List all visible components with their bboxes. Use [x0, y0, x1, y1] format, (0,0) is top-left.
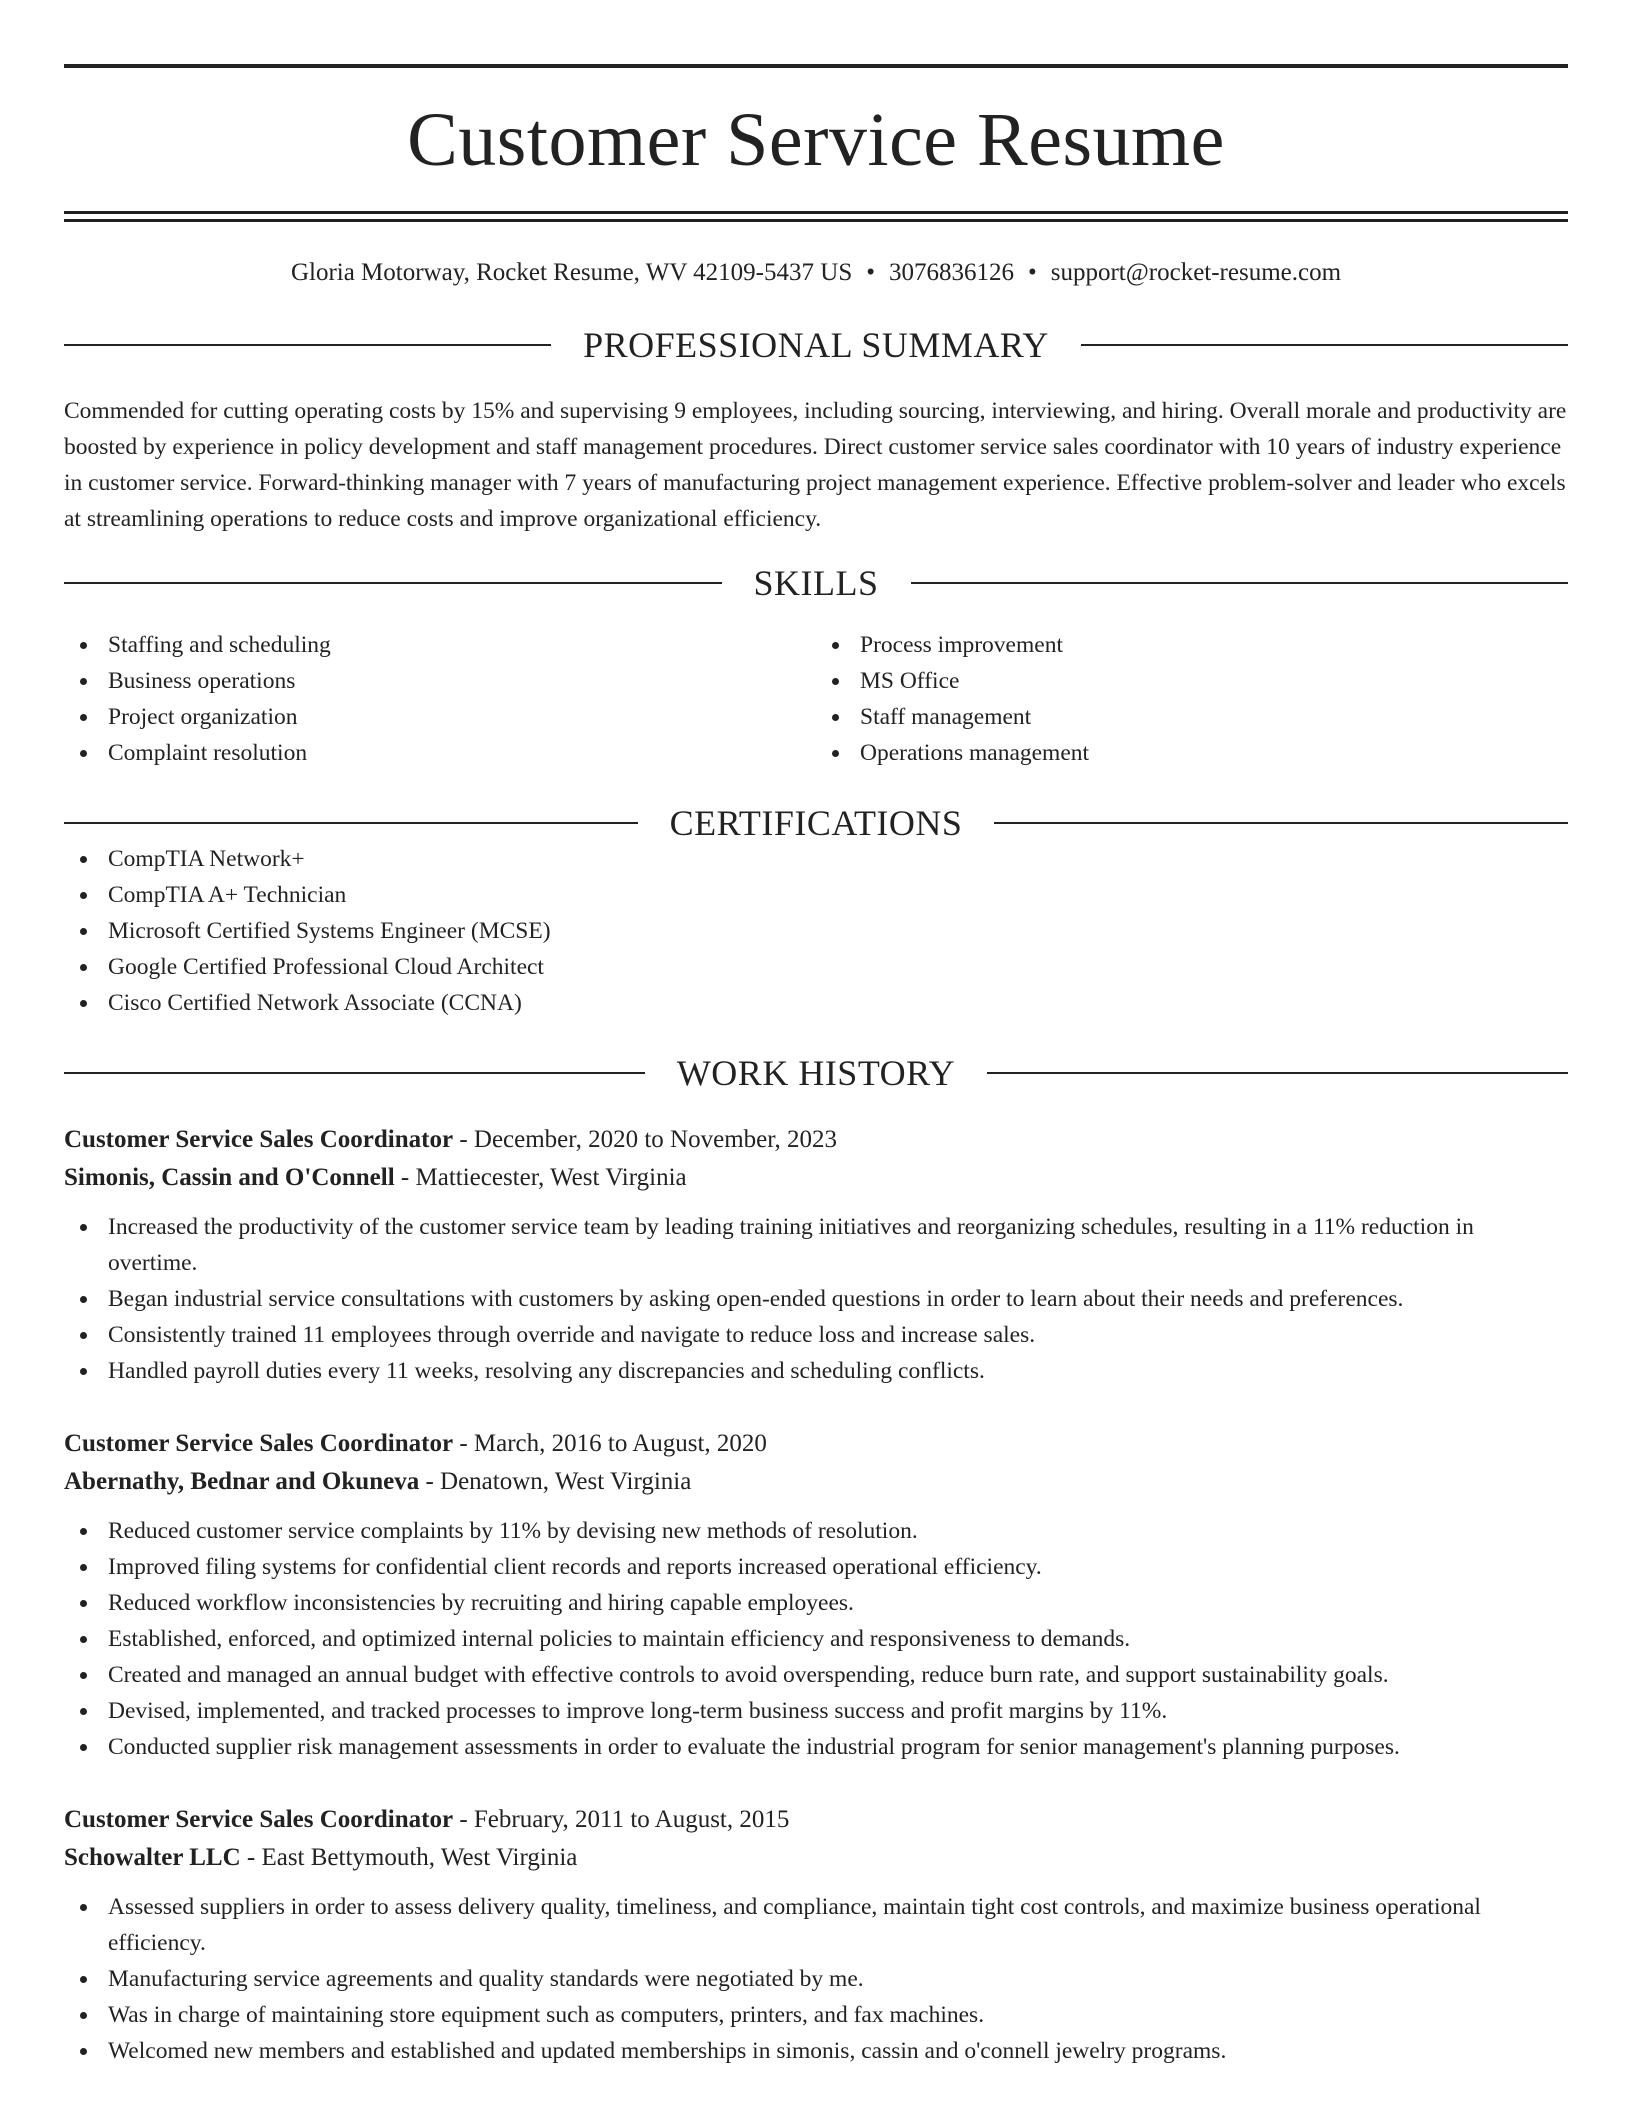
job-bullet: Established, enforced, and optimized internal policies to maintain efficiency and responsiveness to demands. — [64, 1621, 1568, 1657]
certification-item: Cisco Certified Network Associate (CCNA) — [64, 985, 1568, 1021]
divider-line — [987, 1072, 1568, 1074]
skill-item: Project organization — [64, 699, 816, 735]
title-double-rule — [64, 211, 1568, 222]
job-bullet: Manufacturing service agreements and quality standards were negotiated by me. — [64, 1961, 1568, 1997]
resume-page — [64, 64, 1568, 2069]
job-company: Simonis, Cassin and O'Connell — [64, 1164, 395, 1191]
job-bullet: Handled payroll duties every 11 weeks, resolving any discrepancies and scheduling conflicts. — [64, 1353, 1568, 1389]
contact-separator: • — [866, 259, 875, 286]
job-company-line — [64, 1839, 1568, 1877]
section-header-summary — [64, 327, 1568, 363]
resume-title: Customer Service Resume — [407, 98, 1225, 182]
job-location: - East Bettymouth, West Virginia — [240, 1844, 578, 1871]
certification-item: Google Certified Professional Cloud Architect — [64, 949, 1568, 985]
job-dates: - February, 2011 to August, 2015 — [453, 1806, 790, 1833]
job-bullet: Welcomed new members and established and updated memberships in simonis, cassin and o'connell jewelry programs. — [64, 2033, 1568, 2069]
job-title-line — [64, 1425, 1568, 1463]
divider-line — [911, 582, 1569, 584]
section-header-skills — [64, 565, 1568, 601]
job-title-line — [64, 1121, 1568, 1159]
job-company-line — [64, 1463, 1568, 1501]
job-bullet: Reduced workflow inconsistencies by recruiting and hiring capable employees. — [64, 1585, 1568, 1621]
job-title: Customer Service Sales Coordinator — [64, 1430, 454, 1457]
contact-phone: 3076836126 — [888, 259, 1014, 286]
job-bullet: Increased the productivity of the customer service team by leading training initiatives and reorganizing schedules, resulting in a 11% reduction in overtime. — [64, 1209, 1568, 1281]
job-company-line — [64, 1159, 1568, 1197]
job-company: Abernathy, Bednar and Okuneva — [64, 1468, 420, 1495]
divider-line — [64, 582, 722, 584]
section-header-certifications — [64, 805, 1568, 841]
section-title: WORK HISTORY — [676, 1053, 956, 1093]
job-dates: - December, 2020 to November, 2023 — [453, 1126, 838, 1153]
divider-line — [1081, 344, 1568, 346]
skills-list-left — [64, 627, 816, 771]
certification-item: CompTIA A+ Technician — [64, 877, 1568, 913]
job-location: - Mattiecester, West Virginia — [394, 1164, 687, 1191]
contact-address: Gloria Motorway, Rocket Resume, WV 42109-5437 US — [290, 259, 853, 286]
certifications-list — [64, 841, 1568, 1021]
section-title: SKILLS — [753, 563, 879, 603]
divider-line — [994, 822, 1568, 824]
skill-item: MS Office — [816, 663, 1568, 699]
contact-separator: • — [1027, 259, 1037, 286]
job-title: Customer Service Sales Coordinator — [64, 1126, 454, 1153]
job-title-line — [64, 1801, 1568, 1839]
top-rule — [64, 64, 1568, 68]
job-bullet: Improved filing systems for confidential client records and reports increased operational efficiency. — [64, 1549, 1568, 1585]
job-bullet: Reduced customer service complaints by 11% by devising new methods of resolution. — [64, 1513, 1568, 1549]
job-bullet: Began industrial service consultations with customers by asking open-ended questions in order to learn about their needs and preferences. — [64, 1281, 1568, 1317]
job-bullet: Created and managed an annual budget with effective controls to avoid overspending, reduce burn rate, and support sustainability goals. — [64, 1657, 1568, 1693]
job-entry — [64, 1425, 1568, 1765]
job-entry — [64, 1121, 1568, 1389]
job-bullet: Was in charge of maintaining store equipment such as computers, printers, and fax machines. — [64, 1997, 1568, 2033]
job-bullets — [64, 1513, 1568, 1765]
job-bullet: Conducted supplier risk management assessments in order to evaluate the industrial program for senior management's planning purposes. — [64, 1729, 1568, 1765]
job-bullet: Consistently trained 11 employees through override and navigate to reduce loss and increase sales. — [64, 1317, 1568, 1353]
skill-item: Process improvement — [816, 627, 1568, 663]
job-bullet: Devised, implemented, and tracked processes to improve long-term business success and profit margins by 11%. — [64, 1693, 1568, 1729]
skill-item: Operations management — [816, 735, 1568, 771]
job-location: - Denatown, West Virginia — [419, 1468, 692, 1495]
contact-line — [64, 260, 1568, 285]
divider-line — [64, 1072, 645, 1074]
skill-item: Business operations — [64, 663, 816, 699]
skill-item: Staffing and scheduling — [64, 627, 816, 663]
skill-item: Staff management — [816, 699, 1568, 735]
section-title: PROFESSIONAL SUMMARY — [583, 325, 1049, 365]
job-bullet: Assessed suppliers in order to assess delivery quality, timeliness, and compliance, maintain tight cost controls, and maximize business operational efficiency. — [64, 1889, 1568, 1961]
certification-item: CompTIA Network+ — [64, 841, 1568, 877]
work-history-list — [64, 1121, 1568, 2069]
job-entry — [64, 1801, 1568, 2069]
job-company: Schowalter LLC — [64, 1844, 241, 1871]
section-title: CERTIFICATIONS — [669, 803, 963, 843]
section-header-work-history — [64, 1055, 1568, 1091]
job-title: Customer Service Sales Coordinator — [64, 1806, 454, 1833]
certification-item: Microsoft Certified Systems Engineer (MCSE) — [64, 913, 1568, 949]
job-bullets — [64, 1209, 1568, 1389]
summary-paragraph: Commended for cutting operating costs by 15% and supervising 9 employees, including sourcing, interviewing, and hiring. Overall morale and productivity are boosted by experience in policy development and staff management procedures. Direct customer service sales coordinator with 10 years of industry experience in customer service. Forward-thinking manager with 7 years of manufacturing project management experience. Effective problem-solver and leader who excels at streamlining operations to reduce costs and improve organizational efficiency. — [64, 398, 1567, 532]
skill-item: Complaint resolution — [64, 735, 816, 771]
skills-list-right — [816, 627, 1568, 771]
skills-columns — [64, 627, 1568, 771]
contact-email: support@rocket-resume.com — [1050, 259, 1342, 286]
divider-line — [64, 822, 638, 824]
divider-line — [64, 344, 551, 346]
job-dates: - March, 2016 to August, 2020 — [453, 1430, 767, 1457]
job-bullets — [64, 1889, 1568, 2069]
